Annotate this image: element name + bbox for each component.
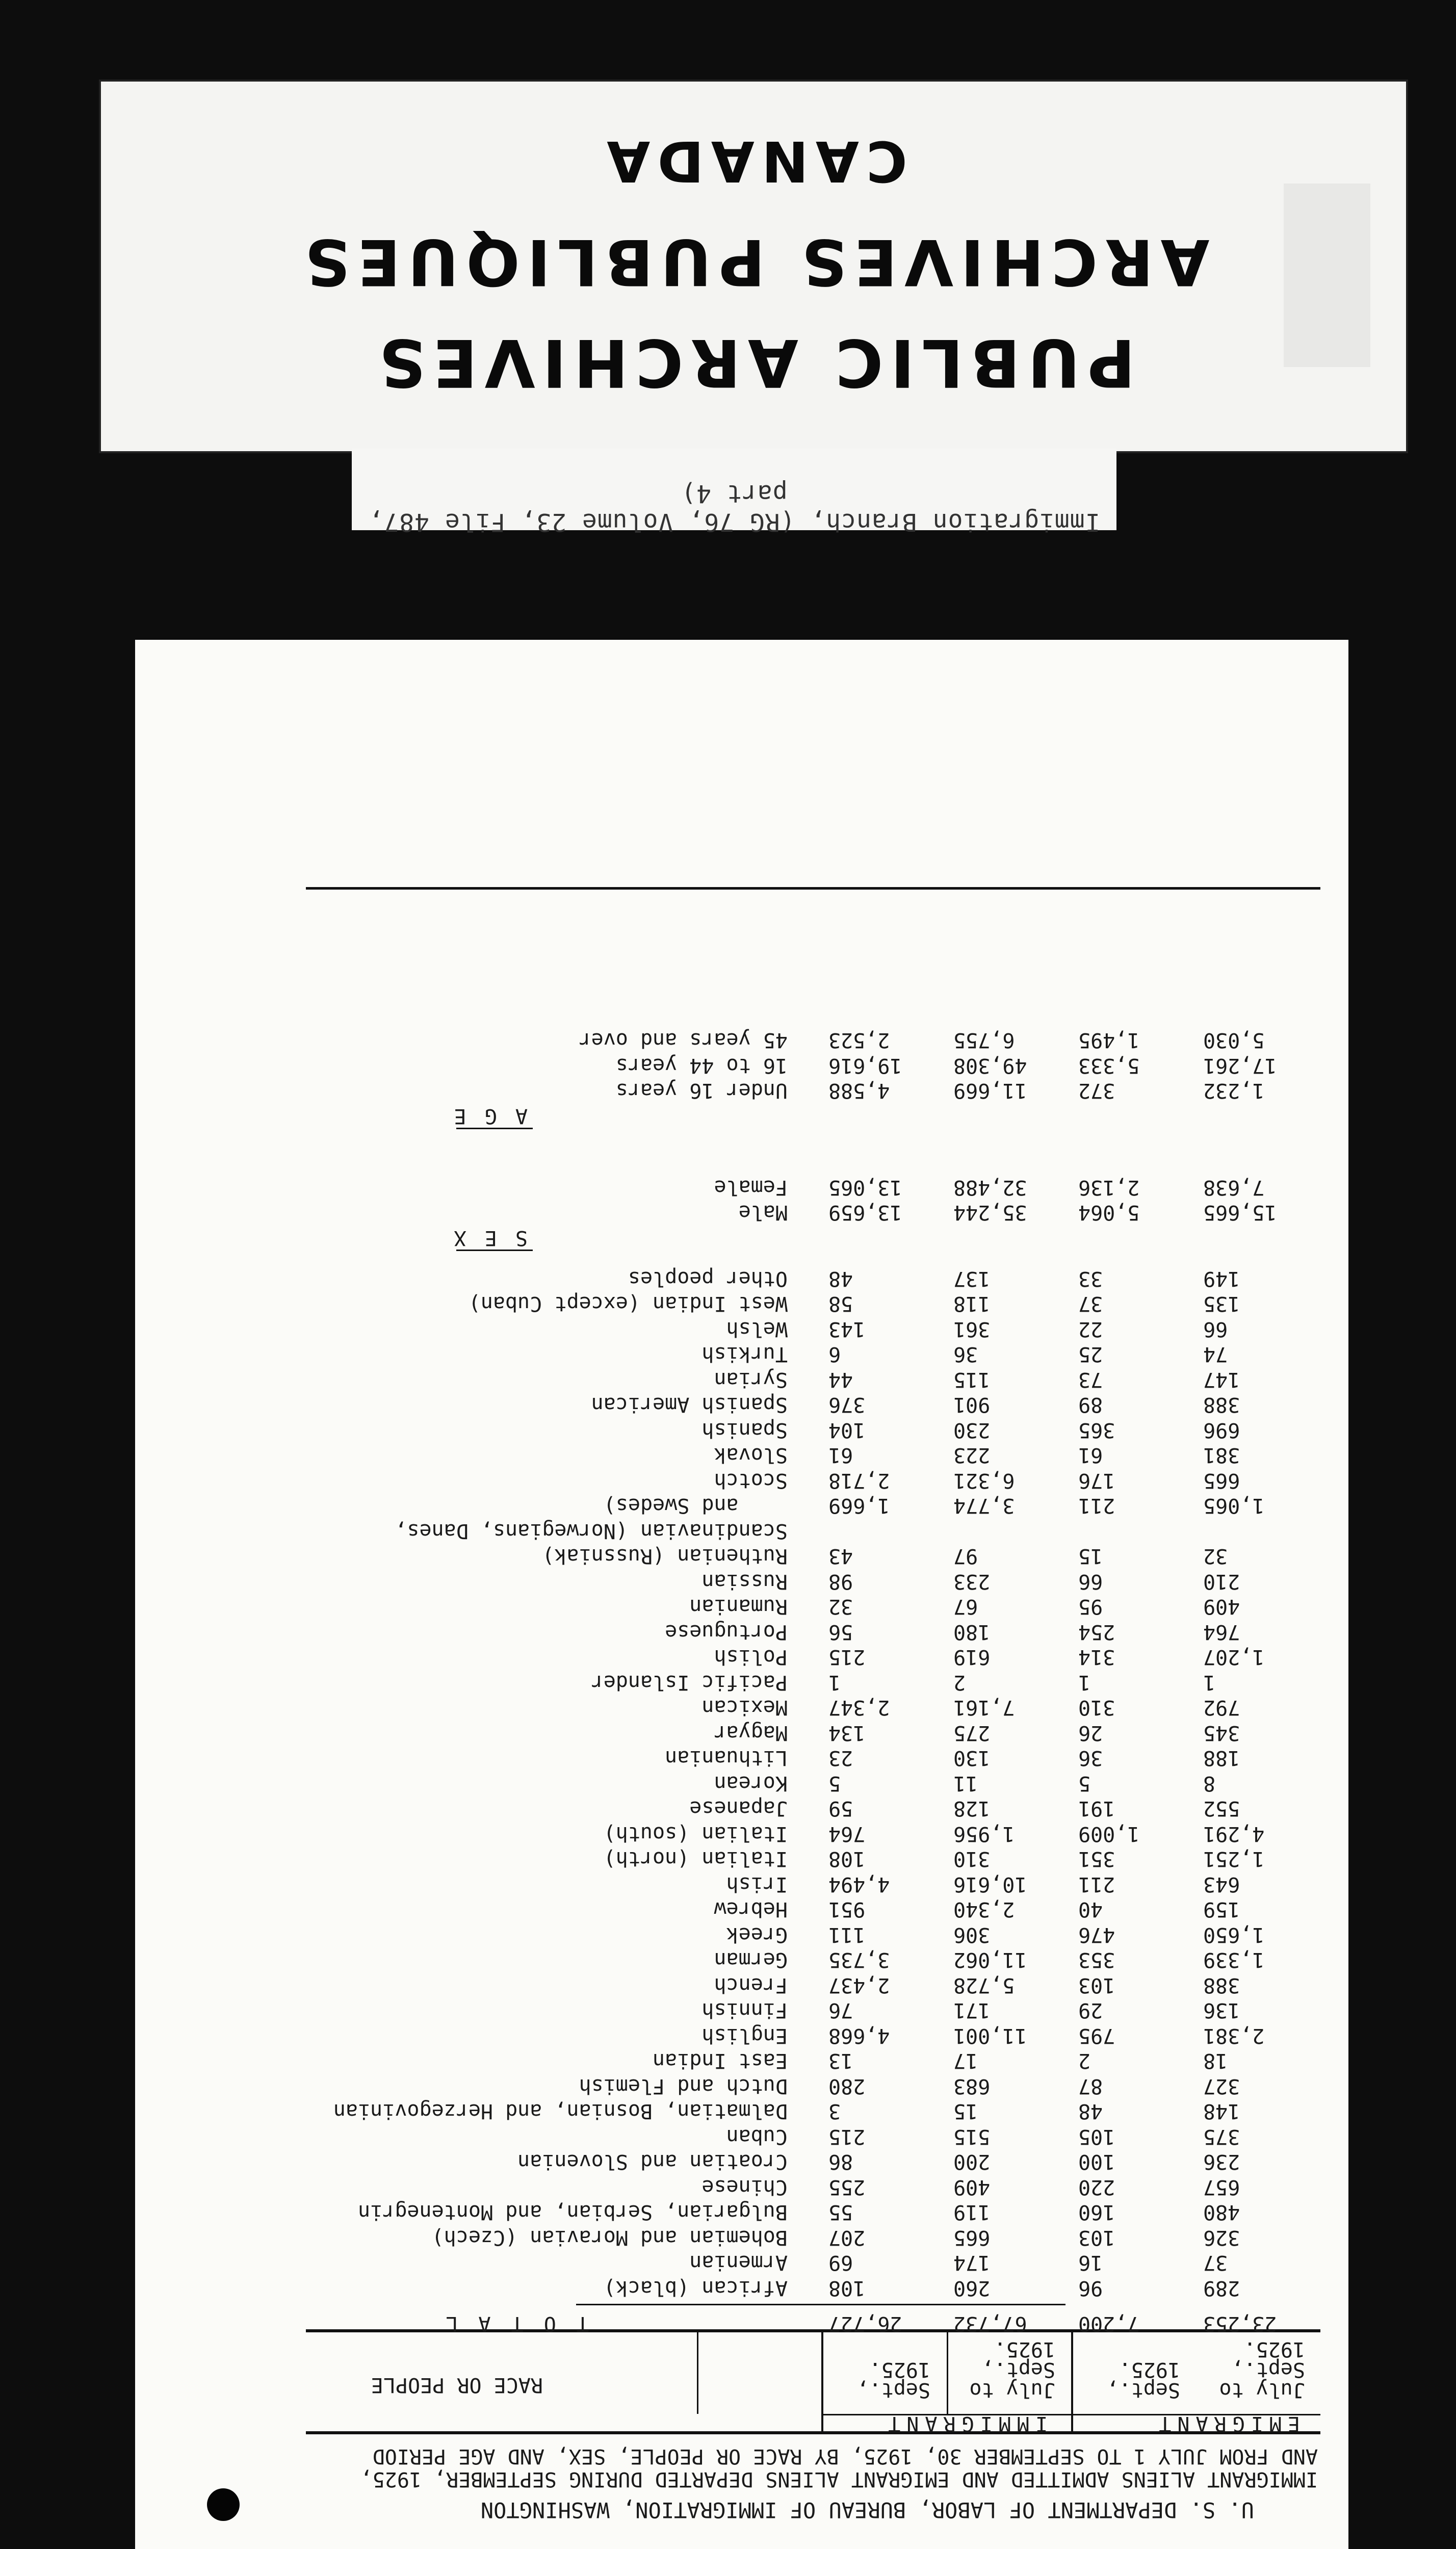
table-cell: 32 [828, 1595, 853, 1619]
table-cell: 683 [953, 2074, 991, 2098]
race-label: Chinese [701, 2175, 788, 2199]
table-cell: 40 [1078, 1897, 1103, 1921]
document-page [135, 640, 1348, 2549]
table-cell: 159 [1203, 1897, 1240, 1921]
table-cell: 4,588 [828, 1079, 890, 1103]
table-cell: 643 [1203, 1872, 1240, 1896]
column-header-text: 1925. [1243, 2337, 1305, 2361]
table-cell: 2,347 [828, 1696, 890, 1720]
table-cell: 15,665 [1203, 1201, 1277, 1225]
table-cell: 5,064 [1078, 1201, 1140, 1225]
table-cell: 23,253 [1203, 2312, 1277, 2335]
table-cell: 372 [1078, 1079, 1115, 1103]
race-label: Turkish [701, 1342, 788, 1366]
table-cell: 211 [1078, 1872, 1115, 1896]
table-cell: 5 [1078, 1772, 1091, 1795]
punch-hole [207, 2488, 240, 2521]
table-cell: 665 [1203, 1469, 1240, 1492]
table-cell: 306 [953, 1923, 991, 1946]
sex-label: Male [738, 1201, 788, 1225]
race-label: Bulgarian, Serbian, and Montenegrin [358, 2200, 788, 2224]
table-cell: 280 [828, 2074, 866, 2098]
table-cell: 207 [828, 2226, 866, 2249]
table-cell: 3 [828, 2099, 841, 2123]
table-cell: 48 [828, 1267, 853, 1290]
race-label: Bohemian and Moravian (Czech) [431, 2226, 788, 2249]
table-title-line1: IMMIGRANT ALIENS ADMITTED AND EMIGRANT ALIENS DEPARTED DURING SEPTEMBER, 1925, [360, 2467, 1318, 2491]
table-cell: 115 [953, 1368, 991, 1391]
table-cell: 105 [1078, 2125, 1115, 2148]
total-rule [576, 2304, 1065, 2305]
table-cell: 2,437 [828, 1973, 890, 1997]
table-cell: 351 [1078, 1847, 1115, 1871]
table-cell: 5 [828, 1772, 841, 1795]
table-cell: 2 [953, 1671, 966, 1694]
table-cell: 100 [1078, 2150, 1115, 2174]
race-label: East Indian [653, 2049, 788, 2073]
table-cell: 254 [1078, 1620, 1115, 1644]
statistics-table [135, 640, 1348, 2549]
table-cell: 388 [1203, 1973, 1240, 1997]
table-cell: 215 [828, 2125, 866, 2148]
archive-title-french: ARCHIVES PUBLIQUES [297, 225, 1210, 298]
race-label: Polish [714, 1645, 788, 1669]
column-divider [947, 2331, 948, 2414]
race-label: Syrian [714, 1368, 788, 1391]
race-label: Portuguese [665, 1620, 788, 1644]
sex-label: Female [714, 1176, 788, 1199]
table-cell: 143 [828, 1317, 866, 1341]
table-cell: 7,200 [1078, 2312, 1140, 2335]
race-label: Hebrew [714, 1897, 788, 1921]
table-cell: 13 [828, 2049, 853, 2073]
table-cell: 176 [1078, 1469, 1115, 1492]
age-label: 16 to 44 years [615, 1054, 788, 1077]
table-cell: 97 [953, 1544, 978, 1568]
table-cell: 66 [1203, 1317, 1228, 1341]
table-cell: 2,523 [828, 1028, 890, 1052]
race-label: Rumanian [689, 1595, 788, 1619]
table-cell: 87 [1078, 2074, 1103, 2098]
table-cell: 552 [1203, 1797, 1240, 1820]
table-cell: 19,616 [828, 1054, 902, 1077]
table-cell: 17,261 [1203, 1054, 1277, 1077]
race-label: West Indian (except Cuban) [468, 1292, 788, 1316]
table-cell: 44 [828, 1368, 853, 1391]
table-cell: 211 [1078, 1494, 1115, 1518]
table-cell: 89 [1078, 1393, 1103, 1417]
race-label: Russian [701, 1570, 788, 1593]
table-cell: 1,339 [1203, 1948, 1265, 1972]
race-label: Scandinavian (Norwegians, Danes, [395, 1519, 788, 1543]
age-label: 45 years and over [579, 1028, 788, 1052]
table-cell: 515 [953, 2125, 991, 2148]
table-cell: 1,065 [1203, 1494, 1265, 1518]
table-cell: 657 [1203, 2175, 1240, 2199]
group-header-emigrant: EMIGRANT [1153, 2412, 1300, 2435]
table-cell: 764 [828, 1822, 866, 1845]
table-cell: 136 [1203, 1998, 1240, 2022]
table-cell: 171 [953, 1998, 991, 2022]
table-cell: 310 [1078, 1696, 1115, 1720]
table-cell: 476 [1078, 1923, 1115, 1946]
table-cell: 210 [1203, 1570, 1240, 1593]
race-label: Japanese [689, 1797, 788, 1820]
table-cell: 119 [953, 2200, 991, 2224]
table-cell: 365 [1078, 1418, 1115, 1442]
table-cell: 103 [1078, 1973, 1115, 1997]
column-header-text: 1925. [869, 2358, 930, 2381]
table-cell: 86 [828, 2150, 853, 2174]
table-cell: 128 [953, 1797, 991, 1820]
table-cell: 61 [1078, 1443, 1103, 1467]
table-cell: 15 [1078, 1544, 1103, 1568]
table-cell: 13,659 [828, 1201, 902, 1225]
race-label: Dutch and Flemish [579, 2074, 788, 2098]
table-cell: 130 [953, 1746, 991, 1770]
race-label: Spanish American [591, 1393, 788, 1417]
table-cell: 2,340 [953, 1897, 1015, 1921]
table-cell: 376 [828, 1393, 866, 1417]
table-cell: 7,638 [1203, 1176, 1265, 1199]
table-cell: 353 [1078, 1948, 1115, 1972]
table-cell: 764 [1203, 1620, 1240, 1644]
column-header-text: Sept., [1231, 2358, 1305, 2381]
table-cell: 792 [1203, 1696, 1240, 1720]
table-cell: 289 [1203, 2276, 1240, 2300]
table-cell: 314 [1078, 1645, 1115, 1669]
table-cell: 108 [828, 2276, 866, 2300]
table-cell: 26,727 [828, 2312, 902, 2335]
table-bottom-rule [306, 887, 1320, 890]
table-cell: 36 [1078, 1746, 1103, 1770]
table-cell: 665 [953, 2226, 991, 2249]
table-cell: 149 [1203, 1267, 1240, 1290]
table-cell: 480 [1203, 2200, 1240, 2224]
column-divider [697, 2331, 698, 2414]
table-cell: 1,956 [953, 1822, 1015, 1845]
table-cell: 381 [1203, 1443, 1240, 1467]
archive-title: PUBLIC ARCHIVES [372, 324, 1135, 400]
table-cell: 55 [828, 2200, 853, 2224]
sex-heading-rule [456, 1250, 533, 1252]
total-label: T O T A L [441, 2312, 589, 2335]
race-label: Greek [726, 1923, 788, 1946]
race-label: Croatian and Slovenian [517, 2150, 788, 2174]
table-cell: 275 [953, 1721, 991, 1745]
column-header-text: July to [969, 2378, 1055, 2402]
race-label: Scotch [714, 1469, 788, 1492]
table-cell: 73 [1078, 1368, 1103, 1391]
table-cell: 6,755 [953, 1028, 1015, 1052]
table-cell: 361 [953, 1317, 991, 1341]
table-cell: 230 [953, 1418, 991, 1442]
age-heading-rule [456, 1128, 533, 1130]
table-cell: 409 [1203, 1595, 1240, 1619]
table-cell: 1,669 [828, 1494, 890, 1518]
table-cell: 108 [828, 1847, 866, 1871]
table-cell: 59 [828, 1797, 853, 1820]
race-label: and Swedes) [603, 1494, 788, 1518]
table-cell: 29 [1078, 1998, 1103, 2022]
race-label: Welsh [726, 1317, 788, 1341]
table-cell: 5,030 [1203, 1028, 1265, 1052]
table-cell: 58 [828, 1292, 853, 1316]
race-label: Lithuanian [665, 1746, 788, 1770]
table-cell: 215 [828, 1645, 866, 1669]
table-cell: 375 [1203, 2125, 1240, 2148]
sex-heading: S E X [451, 1226, 528, 1250]
table-cell: 56 [828, 1620, 853, 1644]
table-cell: 255 [828, 2175, 866, 2199]
race-label: Italian (south) [603, 1822, 788, 1845]
table-cell: 1 [828, 1671, 841, 1694]
table-cell: 48 [1078, 2099, 1103, 2123]
table-cell: 17 [953, 2049, 978, 2073]
table-cell: 795 [1078, 2024, 1115, 2047]
race-label: Other peoples [628, 1267, 788, 1290]
table-cell: 13,065 [828, 1176, 902, 1199]
table-cell: 134 [828, 1721, 866, 1745]
race-label: French [714, 1973, 788, 1997]
table-cell: 67,732 [953, 2312, 1027, 2335]
table-cell: 148 [1203, 2099, 1240, 2123]
file-reference: Immigration Branch, (RG 76, Volume 23, File 487, part 4) [368, 479, 1100, 536]
table-cell: 1,009 [1078, 1822, 1140, 1845]
table-cell: 96 [1078, 2276, 1103, 2300]
table-cell: 188 [1203, 1746, 1240, 1770]
race-label: German [714, 1948, 788, 1972]
table-cell: 3,735 [828, 1948, 890, 1972]
table-cell: 2,136 [1078, 1176, 1140, 1199]
race-label: Spanish [701, 1418, 788, 1442]
table-cell: 98 [828, 1570, 853, 1593]
table-cell: 11,062 [953, 1948, 1027, 1972]
race-label: English [701, 2024, 788, 2047]
table-cell: 6,321 [953, 1469, 1015, 1492]
table-cell: 951 [828, 1897, 866, 1921]
table-cell: 191 [1078, 1797, 1115, 1820]
table-cell: 118 [953, 1292, 991, 1316]
table-cell: 1,251 [1203, 1847, 1265, 1871]
table-cell: 18 [1203, 2049, 1228, 2073]
table-cell: 236 [1203, 2150, 1240, 2174]
table-cell: 4,291 [1203, 1822, 1265, 1845]
table-cell: 388 [1203, 1393, 1240, 1417]
column-header-text: Sept., [1106, 2378, 1180, 2402]
race-label: Irish [726, 1872, 788, 1896]
table-cell: 1 [1203, 1671, 1216, 1694]
table-cell: 135 [1203, 1292, 1240, 1316]
table-cell: 11,669 [953, 1079, 1027, 1103]
table-cell: 1,650 [1203, 1923, 1265, 1946]
table-cell: 49,308 [953, 1054, 1027, 1077]
race-label: Dalmatian, Bosnian, and Herzegovinian [333, 2099, 788, 2123]
table-cell: 37 [1203, 2251, 1228, 2275]
race-label: Pacific Islander [591, 1671, 788, 1694]
table-cell: 220 [1078, 2175, 1115, 2199]
archive-country: CANADA [600, 128, 907, 194]
column-divider [821, 2331, 823, 2433]
table-cell: 5,728 [953, 1973, 1015, 1997]
group-header-immigrant: IMMIGRANT [882, 2412, 1048, 2435]
table-cell: 7,161 [953, 1696, 1015, 1720]
table-cell: 223 [953, 1443, 991, 1467]
table-cell: 1 [1078, 1671, 1091, 1694]
age-label: Under 16 years [615, 1079, 788, 1103]
table-cell: 160 [1078, 2200, 1115, 2224]
table-cell: 310 [953, 1847, 991, 1871]
column-header-text: 1925. [994, 2337, 1055, 2361]
table-cell: 901 [953, 1393, 991, 1417]
race-label: African (black) [603, 2276, 788, 2300]
table-cell: 10,616 [953, 1872, 1027, 1896]
table-cell: 104 [828, 1418, 866, 1442]
table-cell: 35,244 [953, 1201, 1027, 1225]
table-cell: 4,494 [828, 1872, 890, 1896]
table-cell: 23 [828, 1746, 853, 1770]
table-cell: 1,495 [1078, 1028, 1140, 1052]
table-cell: 111 [828, 1923, 866, 1946]
row-header: RACE OR PEOPLE [371, 2373, 543, 2397]
table-cell: 2 [1078, 2049, 1091, 2073]
table-cell: 43 [828, 1544, 853, 1568]
table-cell: 8 [1203, 1772, 1216, 1795]
table-cell: 180 [953, 1620, 991, 1644]
table-cell: 76 [828, 1998, 853, 2022]
file-reference-strip [352, 449, 1116, 536]
table-cell: 32,488 [953, 1176, 1027, 1199]
table-cell: 26 [1078, 1721, 1103, 1745]
table-cell: 95 [1078, 1595, 1103, 1619]
table-cell: 696 [1203, 1418, 1240, 1442]
race-label: Mexican [701, 1696, 788, 1720]
table-cell: 200 [953, 2150, 991, 2174]
table-cell: 174 [953, 2251, 991, 2275]
table-cell: 345 [1203, 1721, 1240, 1745]
table-cell: 1,207 [1203, 1645, 1265, 1669]
table-cell: 409 [953, 2175, 991, 2199]
archive-label [101, 82, 1406, 451]
table-cell: 15 [953, 2099, 978, 2123]
table-title-line2: AND FROM JULY 1 TO SEPTEMBER 30, 1925, BY RACE OR PEOPLE, SEX, AND AGE PERIOD [372, 2444, 1318, 2468]
table-cell: 5,333 [1078, 1054, 1140, 1077]
table-cell: 74 [1203, 1342, 1228, 1366]
race-label: Slovak [714, 1443, 788, 1467]
table-cell: 4,668 [828, 2024, 890, 2047]
race-label: Finnish [701, 1998, 788, 2022]
table-cell: 2,381 [1203, 2024, 1265, 2047]
table-cell: 233 [953, 1570, 991, 1593]
department-header: U. S. DEPARTMENT OF LABOR, BUREAU OF IMMIGRATION, WASHINGTON [480, 2498, 1254, 2522]
table-cell: 327 [1203, 2074, 1240, 2098]
table-cell: 137 [953, 1267, 991, 1290]
table-cell: 37 [1078, 1292, 1103, 1316]
table-cell: 67 [953, 1595, 978, 1619]
table-cell: 33 [1078, 1267, 1103, 1290]
table-cell: 260 [953, 2276, 991, 2300]
column-divider [1071, 2331, 1073, 2433]
table-cell: 36 [953, 1342, 978, 1366]
table-cell: 147 [1203, 1368, 1240, 1391]
table-cell: 11,001 [953, 2024, 1027, 2047]
table-cell: 103 [1078, 2226, 1115, 2249]
race-label: Korean [714, 1772, 788, 1795]
table-cell: 16 [1078, 2251, 1103, 2275]
table-cell: 619 [953, 1645, 991, 1669]
table-cell: 66 [1078, 1570, 1103, 1593]
column-header-text: Sept., [856, 2378, 930, 2402]
column-header-text: Sept., [981, 2358, 1055, 2381]
table-cell: 11 [953, 1772, 978, 1795]
race-label: Armenian [689, 2251, 788, 2275]
table-cell: 32 [1203, 1544, 1228, 1568]
age-heading: A G E [451, 1104, 528, 1128]
race-label: Magyar [714, 1721, 788, 1745]
race-label: Ruthenian (Russniak) [542, 1544, 788, 1568]
table-cell: 6 [828, 1342, 841, 1366]
table-cell: 2,718 [828, 1469, 890, 1492]
table-cell: 1,232 [1203, 1079, 1265, 1103]
race-label: Italian (north) [603, 1847, 788, 1871]
table-cell: 69 [828, 2251, 853, 2275]
table-cell: 22 [1078, 1317, 1103, 1341]
table-cell: 3,774 [953, 1494, 1015, 1518]
table-cell: 61 [828, 1443, 853, 1467]
table-cell: 25 [1078, 1342, 1103, 1366]
column-header-text: July to [1219, 2378, 1305, 2402]
table-cell: 326 [1203, 2226, 1240, 2249]
column-header-text: 1925. [1119, 2358, 1180, 2381]
race-label: Cuban [726, 2125, 788, 2148]
